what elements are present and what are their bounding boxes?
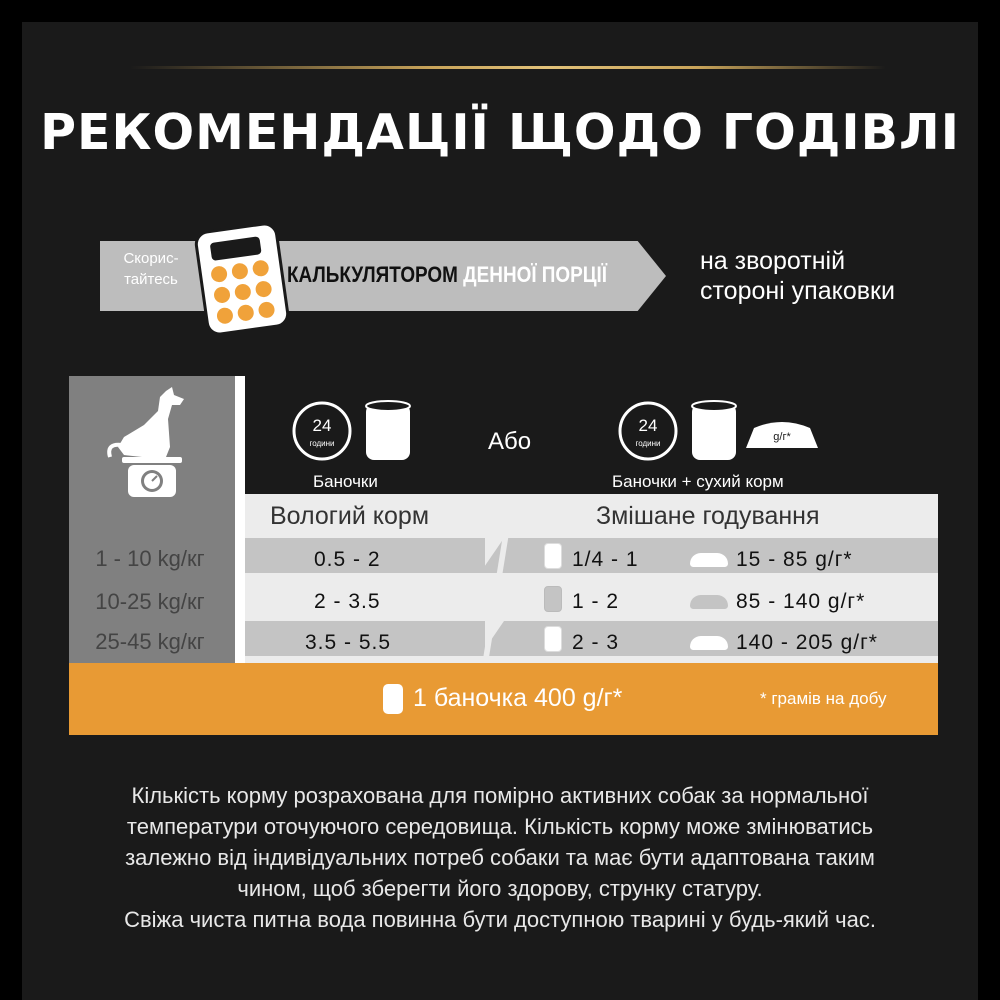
wet-row-2: 2 - 3.5 <box>314 590 381 613</box>
dry-row-2: 85 - 140 g/г* <box>736 590 866 613</box>
paragraph-line: температури оточуючого середовища. Кількість корму може змінюватись <box>126 814 874 839</box>
bowl-icon <box>690 595 728 609</box>
bowl-icon <box>690 636 728 650</box>
column-separator <box>235 376 245 663</box>
can-icon <box>544 543 562 569</box>
paragraph-line: чином, щоб зберегти його здорову, струнку статуру. <box>237 876 763 901</box>
svg-text:24: 24 <box>638 416 658 435</box>
banner-try-text <box>110 248 192 290</box>
calculator-keys <box>210 259 277 325</box>
paragraph-line: Свіжа чиста питна вода повинна бути доступною тварині у будь-який час. <box>124 907 876 932</box>
banner-calc-rest: ДЕННОЇ ПОРЦІЇ <box>463 262 608 287</box>
header-mixed-label: Баночки + сухий корм <box>612 472 784 491</box>
svg-text:24: 24 <box>312 416 332 435</box>
wet-row-1: 0.5 - 2 <box>314 548 381 571</box>
banner-side-text <box>700 246 895 306</box>
clock-can-bowl-icon <box>618 398 834 464</box>
dry-row-3: 140 - 205 g/г* <box>736 631 878 654</box>
svg-text:години: години <box>309 439 335 448</box>
banner-try-line: Скорис- тайтесь <box>123 250 179 288</box>
gold-divider <box>130 66 886 69</box>
header-cans-label: Баночки <box>313 472 378 491</box>
can-icon <box>544 586 562 612</box>
dog-on-scale-icon <box>100 385 210 500</box>
weight-row-1: 1 - 10 kg/кг <box>95 546 205 571</box>
column-wet-food: Вологий корм <box>270 502 430 530</box>
calculator-icon <box>193 221 291 338</box>
cans-row-1: 1/4 - 1 <box>572 548 639 571</box>
svg-text:години: години <box>635 439 661 448</box>
svg-text:g/г*: g/г* <box>773 431 791 443</box>
bowl-icon <box>690 553 728 567</box>
page-title: РЕКОМЕНДАЦІЇ ЩОДО ГОДІВЛІ <box>40 104 960 161</box>
dry-row-1: 15 - 85 g/г* <box>736 548 853 571</box>
side-line-1: на зворотній <box>700 247 846 275</box>
cans-row-2: 1 - 2 <box>572 590 620 613</box>
calculator-screen <box>210 236 262 261</box>
side-line-2: стороні упаковки <box>700 277 895 305</box>
serving-size-text: 1 баночка 400 g/г* <box>413 684 623 712</box>
weight-row-2: 10-25 kg/кг <box>95 589 205 614</box>
grams-per-day-note: * грамів на добу <box>760 689 887 708</box>
clock-can-icon <box>292 398 420 464</box>
feeding-note-paragraph <box>40 780 960 935</box>
weight-row-3: 25-45 kg/кг <box>95 629 205 654</box>
banner-calc-bold: КАЛЬКУЛЯТОРОМ <box>287 262 458 287</box>
header-or-label: Або <box>488 428 532 455</box>
wet-row-3: 3.5 - 5.5 <box>305 631 392 654</box>
paragraph-line: Кількість корму розрахована для помірно активних собак за нормальної <box>131 783 869 808</box>
column-mixed-feeding: Змішане годування <box>596 502 820 530</box>
can-icon <box>383 684 403 714</box>
cans-row-3: 2 - 3 <box>572 631 620 654</box>
banner-calculator-text <box>287 262 607 288</box>
can-icon <box>544 626 562 652</box>
paragraph-line: залежно від індивідуальних потреб собаки та має бути адаптована таким <box>125 845 875 870</box>
